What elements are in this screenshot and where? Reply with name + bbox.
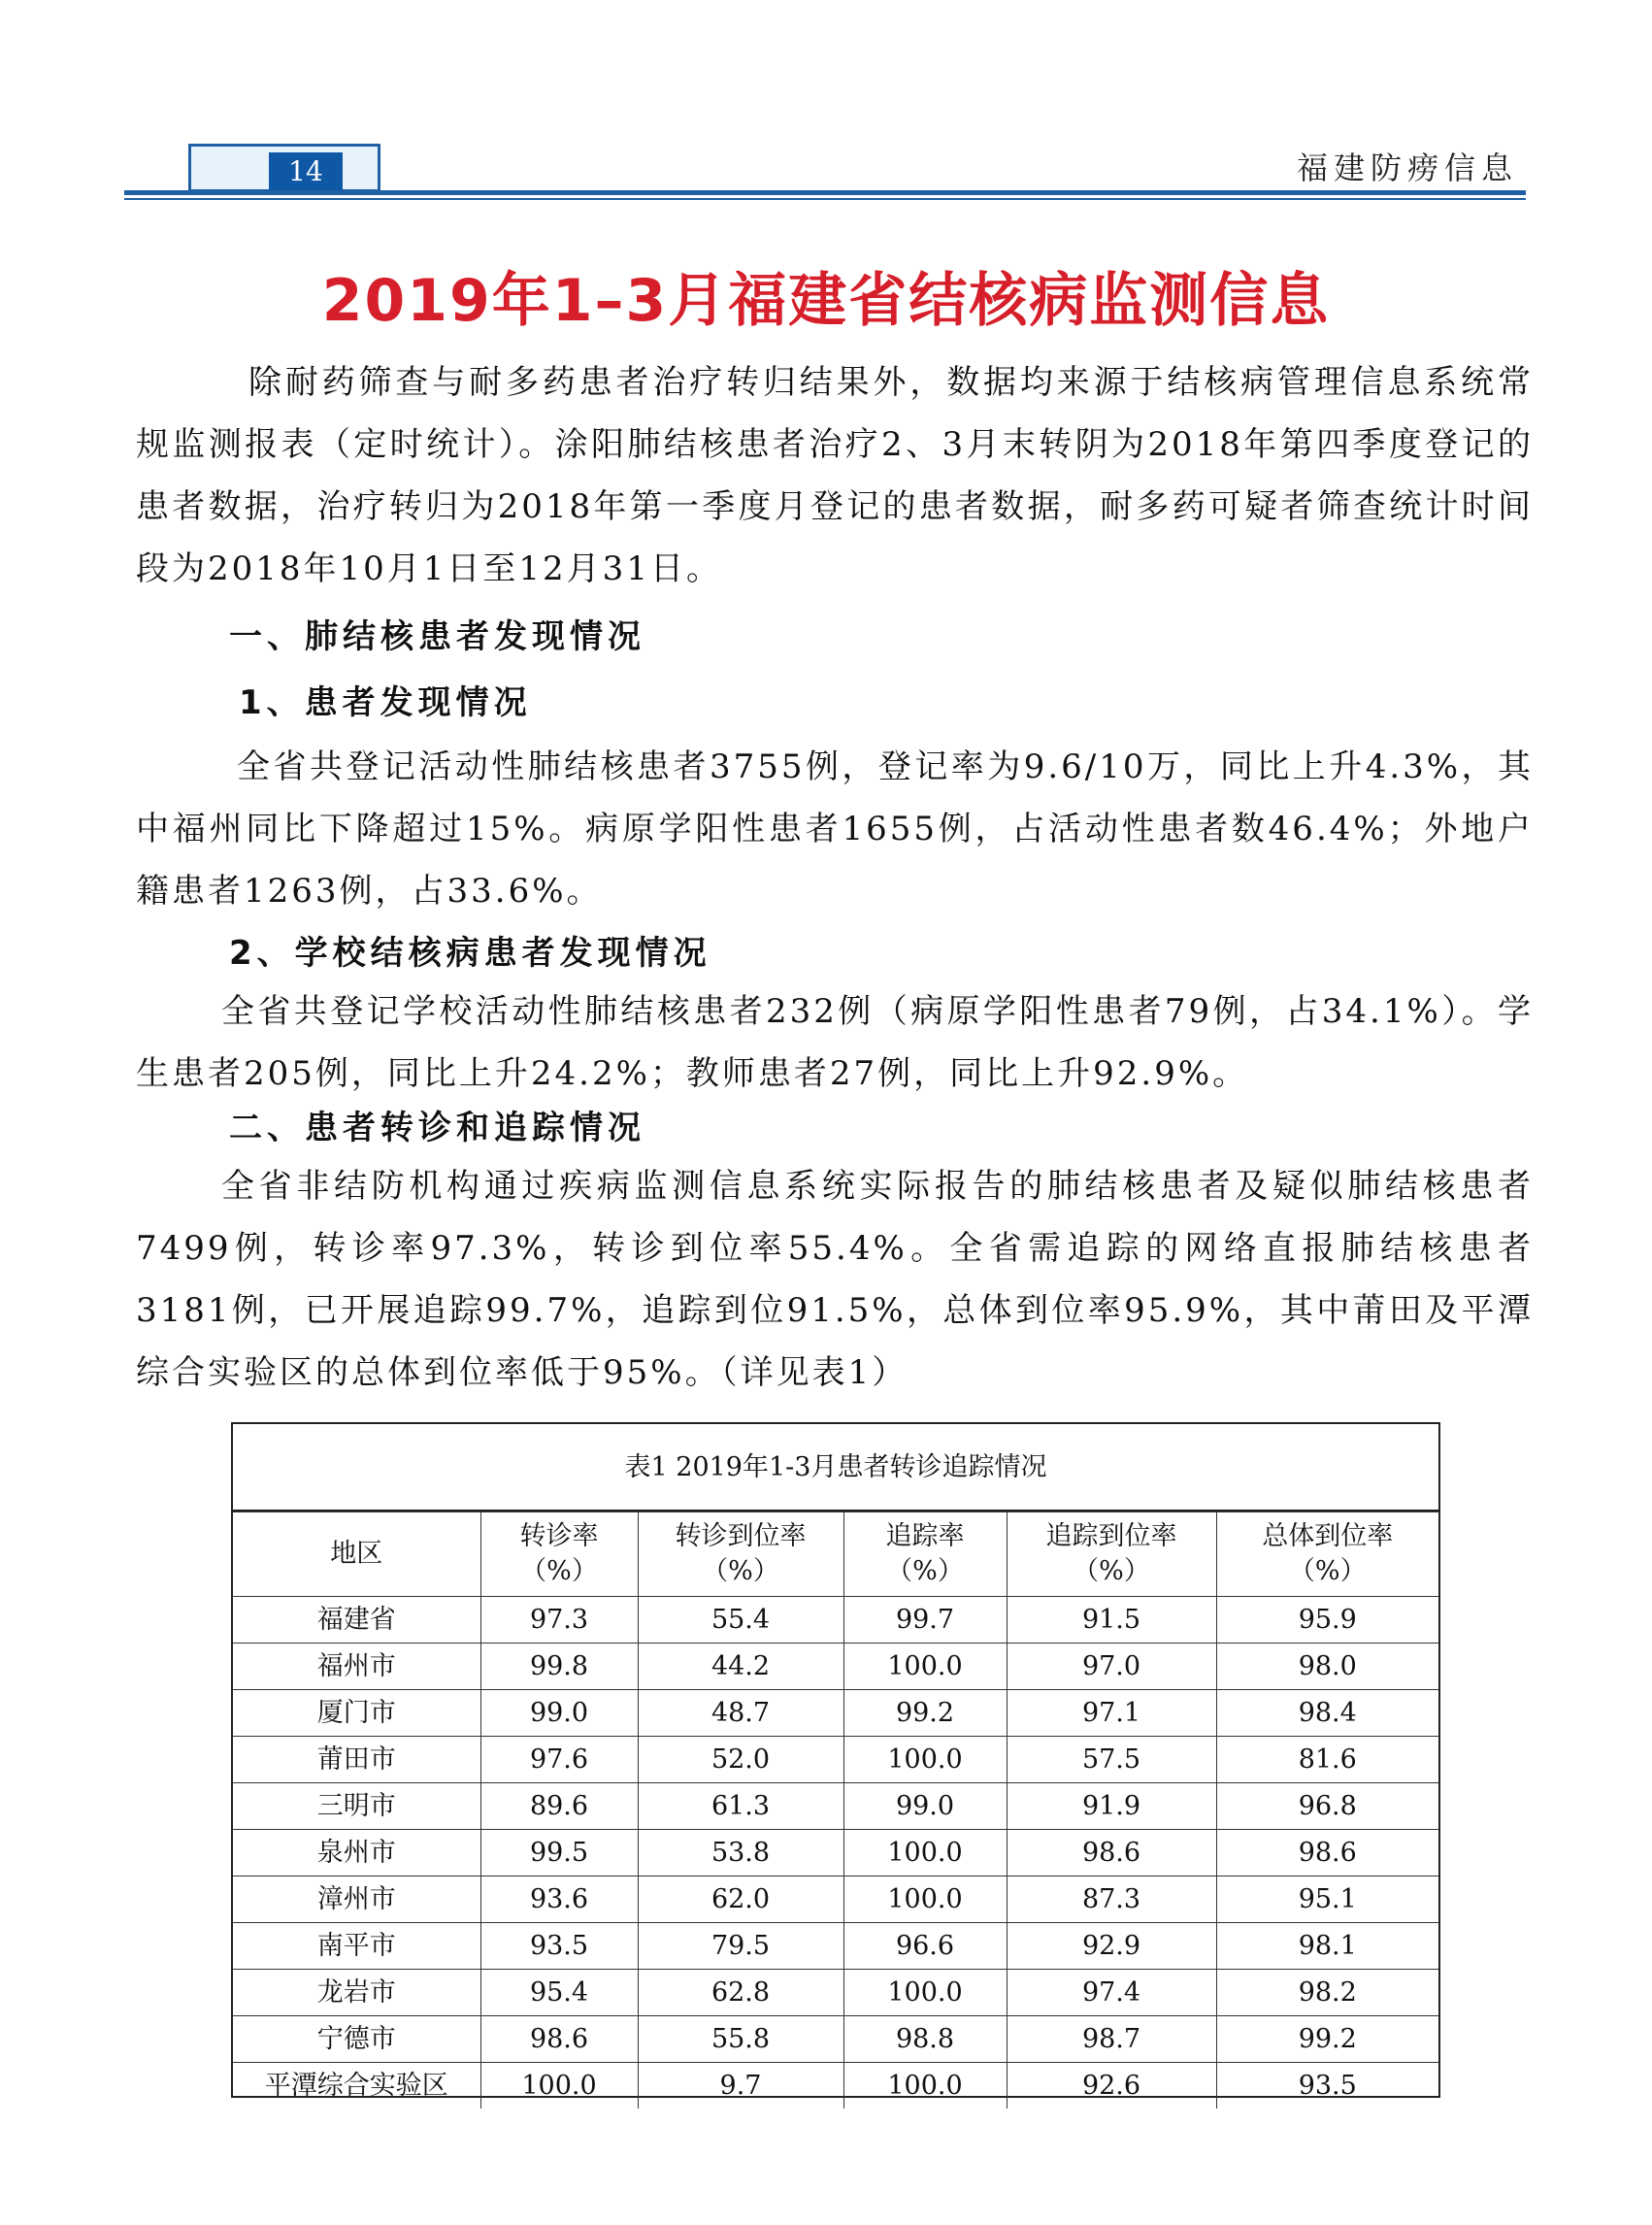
col-header-region: [233, 1512, 480, 1597]
value-cell: 96.8: [1216, 1783, 1438, 1830]
journal-name: 福建防痨信息: [1296, 149, 1518, 186]
value-cell: 55.4: [638, 1597, 843, 1644]
value-cell: 81.6: [1216, 1737, 1438, 1783]
value-cell: 98.6: [480, 2016, 638, 2063]
value-cell: 100.0: [843, 1876, 1007, 1923]
col-unit: （%）: [520, 1556, 598, 1586]
value-cell: 97.6: [480, 1737, 638, 1783]
value-cell: 93.6: [480, 1876, 638, 1923]
value-cell: 79.5: [638, 1923, 843, 1970]
value-cell: 55.8: [638, 2016, 843, 2063]
table-body: [233, 1597, 1438, 2109]
section2-paragraph: 全省非结防机构通过疾病监测信息系统实际报告的肺结核患者及疑似肺结核患者7499例，转诊率97.3%，转诊到位率55.4%。全省需追踪的网络直报肺结核患者3181例，已开展追踪99.7%，追踪到位91.5%，总体到位率95.9%，其中莆田及平潭综合实验区的总体到位率低于95%。（详见表1）: [136, 1167, 1534, 1392]
transfer-tracking-table: [231, 1422, 1440, 2101]
value-cell: 48.7: [638, 1690, 843, 1737]
page-header: [124, 144, 1526, 204]
value-cell: 98.1: [1216, 1923, 1438, 1970]
value-cell: 98.6: [1216, 1830, 1438, 1876]
col-unit: （%）: [886, 1556, 964, 1586]
col-unit: （%）: [702, 1556, 779, 1586]
col-header-referral-rate: [480, 1512, 638, 1597]
value-cell: 97.1: [1007, 1690, 1216, 1737]
value-cell: 62.0: [638, 1876, 843, 1923]
value-cell: 93.5: [1216, 2063, 1438, 2109]
subsection2-paragraph: 全省共登记学校活动性肺结核患者232例（病原学阳性患者79例，占34.1%）。学生患者205例，同比上升24.2%；教师患者27例，同比上升92.9%。: [136, 992, 1534, 1093]
value-cell: 9.7: [638, 2063, 843, 2109]
table-row: [233, 1830, 1438, 1876]
table-row: [233, 2016, 1438, 2063]
page-number-box: [188, 144, 380, 192]
section2-heading: 二、患者转诊和追踪情况: [229, 1109, 645, 1147]
value-cell: 100.0: [480, 2063, 638, 2109]
col-label: 追踪到位率: [1045, 1521, 1177, 1551]
region-cell: 平潭综合实验区: [233, 2063, 480, 2109]
value-cell: 100.0: [843, 1737, 1007, 1783]
value-cell: 91.9: [1007, 1783, 1216, 1830]
value-cell: 98.4: [1216, 1690, 1438, 1737]
value-cell: 100.0: [843, 1970, 1007, 2016]
col-header-overall-arrival-rate: [1216, 1512, 1438, 1597]
table-row: [233, 2063, 1438, 2109]
col-label: 转诊到位率: [675, 1521, 807, 1551]
col-header-tracking-arrival-rate: [1007, 1512, 1216, 1597]
value-cell: 98.6: [1007, 1830, 1216, 1876]
header-rule-thin: [124, 198, 1526, 200]
value-cell: 99.5: [480, 1830, 638, 1876]
col-unit: （%）: [1288, 1556, 1367, 1586]
data-table: [233, 1511, 1438, 2109]
article-title: 2019年1–3月福建省结核病监测信息: [321, 267, 1331, 335]
value-cell: 100.0: [843, 1830, 1007, 1876]
value-cell: 96.6: [843, 1923, 1007, 1970]
table-row: [233, 1876, 1438, 1923]
region-cell: 漳州市: [233, 1876, 480, 1923]
col-label: 地区: [330, 1539, 383, 1569]
table-row: [233, 1923, 1438, 1970]
value-cell: 99.2: [843, 1690, 1007, 1737]
col-label: 追踪率: [885, 1521, 965, 1551]
value-cell: 93.5: [480, 1923, 638, 1970]
region-cell: 宁德市: [233, 2016, 480, 2063]
region-cell: 莆田市: [233, 1737, 480, 1783]
region-cell: 三明市: [233, 1783, 480, 1830]
table-row: [233, 1597, 1438, 1644]
intro-paragraph: 除耐药筛查与耐多药患者治疗转归结果外，数据均来源于结核病管理信息系统常规监测报表（定时统计）。涂阳肺结核患者治疗2、3月末转阴为2018年第四季度登记的患者数据，治疗转归为2018年第一季度月登记的患者数据，耐多药可疑者筛查统计时间段为2018年10月1日至12月31日。: [136, 363, 1534, 588]
value-cell: 98.7: [1007, 2016, 1216, 2063]
value-cell: 98.2: [1216, 1970, 1438, 2016]
value-cell: 91.5: [1007, 1597, 1216, 1644]
table-caption: 表1 2019年1-3月患者转诊追踪情况: [233, 1424, 1438, 1511]
value-cell: 52.0: [638, 1737, 843, 1783]
value-cell: 89.6: [480, 1783, 638, 1830]
subsection2-heading: 2、学校结核病患者发现情况: [229, 934, 711, 973]
value-cell: 99.0: [480, 1690, 638, 1737]
col-label: 总体到位率: [1262, 1521, 1394, 1551]
value-cell: 99.2: [1216, 2016, 1438, 2063]
col-header-tracking-rate: [843, 1512, 1007, 1597]
section1-heading: 一、肺结核患者发现情况: [229, 617, 645, 656]
value-cell: 100.0: [843, 1644, 1007, 1690]
region-cell: 泉州市: [233, 1830, 480, 1876]
value-cell: 87.3: [1007, 1876, 1216, 1923]
value-cell: 98.8: [843, 2016, 1007, 2063]
value-cell: 95.9: [1216, 1597, 1438, 1644]
value-cell: 97.4: [1007, 1970, 1216, 2016]
table-row: [233, 1737, 1438, 1783]
page-number: 14: [269, 152, 343, 191]
value-cell: 57.5: [1007, 1737, 1216, 1783]
value-cell: 97.0: [1007, 1644, 1216, 1690]
col-header-referral-arrival-rate: [638, 1512, 843, 1597]
value-cell: 95.4: [480, 1970, 638, 2016]
value-cell: 61.3: [638, 1783, 843, 1830]
value-cell: 99.7: [843, 1597, 1007, 1644]
table-row: [233, 1690, 1438, 1737]
region-cell: 福建省: [233, 1597, 480, 1644]
value-cell: 62.8: [638, 1970, 843, 2016]
col-unit: （%）: [1073, 1556, 1150, 1586]
region-cell: 厦门市: [233, 1690, 480, 1737]
region-cell: 福州市: [233, 1644, 480, 1690]
region-cell: 龙岩市: [233, 1970, 480, 2016]
header-rule-thick: [124, 190, 1526, 195]
value-cell: 99.0: [843, 1783, 1007, 1830]
value-cell: 95.1: [1216, 1876, 1438, 1923]
table-header-row: [233, 1512, 1438, 1597]
value-cell: 97.3: [480, 1597, 638, 1644]
value-cell: 99.8: [480, 1644, 638, 1690]
table-row: [233, 1644, 1438, 1690]
value-cell: 53.8: [638, 1830, 843, 1876]
col-label: 转诊率: [519, 1521, 599, 1551]
subsection1-heading: 1、患者发现情况: [239, 683, 532, 722]
table-row: [233, 1783, 1438, 1830]
value-cell: 100.0: [843, 2063, 1007, 2109]
value-cell: 98.0: [1216, 1644, 1438, 1690]
table-row: [233, 1970, 1438, 2016]
region-cell: 南平市: [233, 1923, 480, 1970]
value-cell: 92.9: [1007, 1923, 1216, 1970]
value-cell: 92.6: [1007, 2063, 1216, 2109]
value-cell: 44.2: [638, 1644, 843, 1690]
subsection1-paragraph: 全省共登记活动性肺结核患者3755例，登记率为9.6/10万，同比上升4.3%，其中福州同比下降超过15%。病原学阳性患者1655例，占活动性患者数46.4%；外地户籍患者1263例，占33.6%。: [136, 747, 1534, 911]
